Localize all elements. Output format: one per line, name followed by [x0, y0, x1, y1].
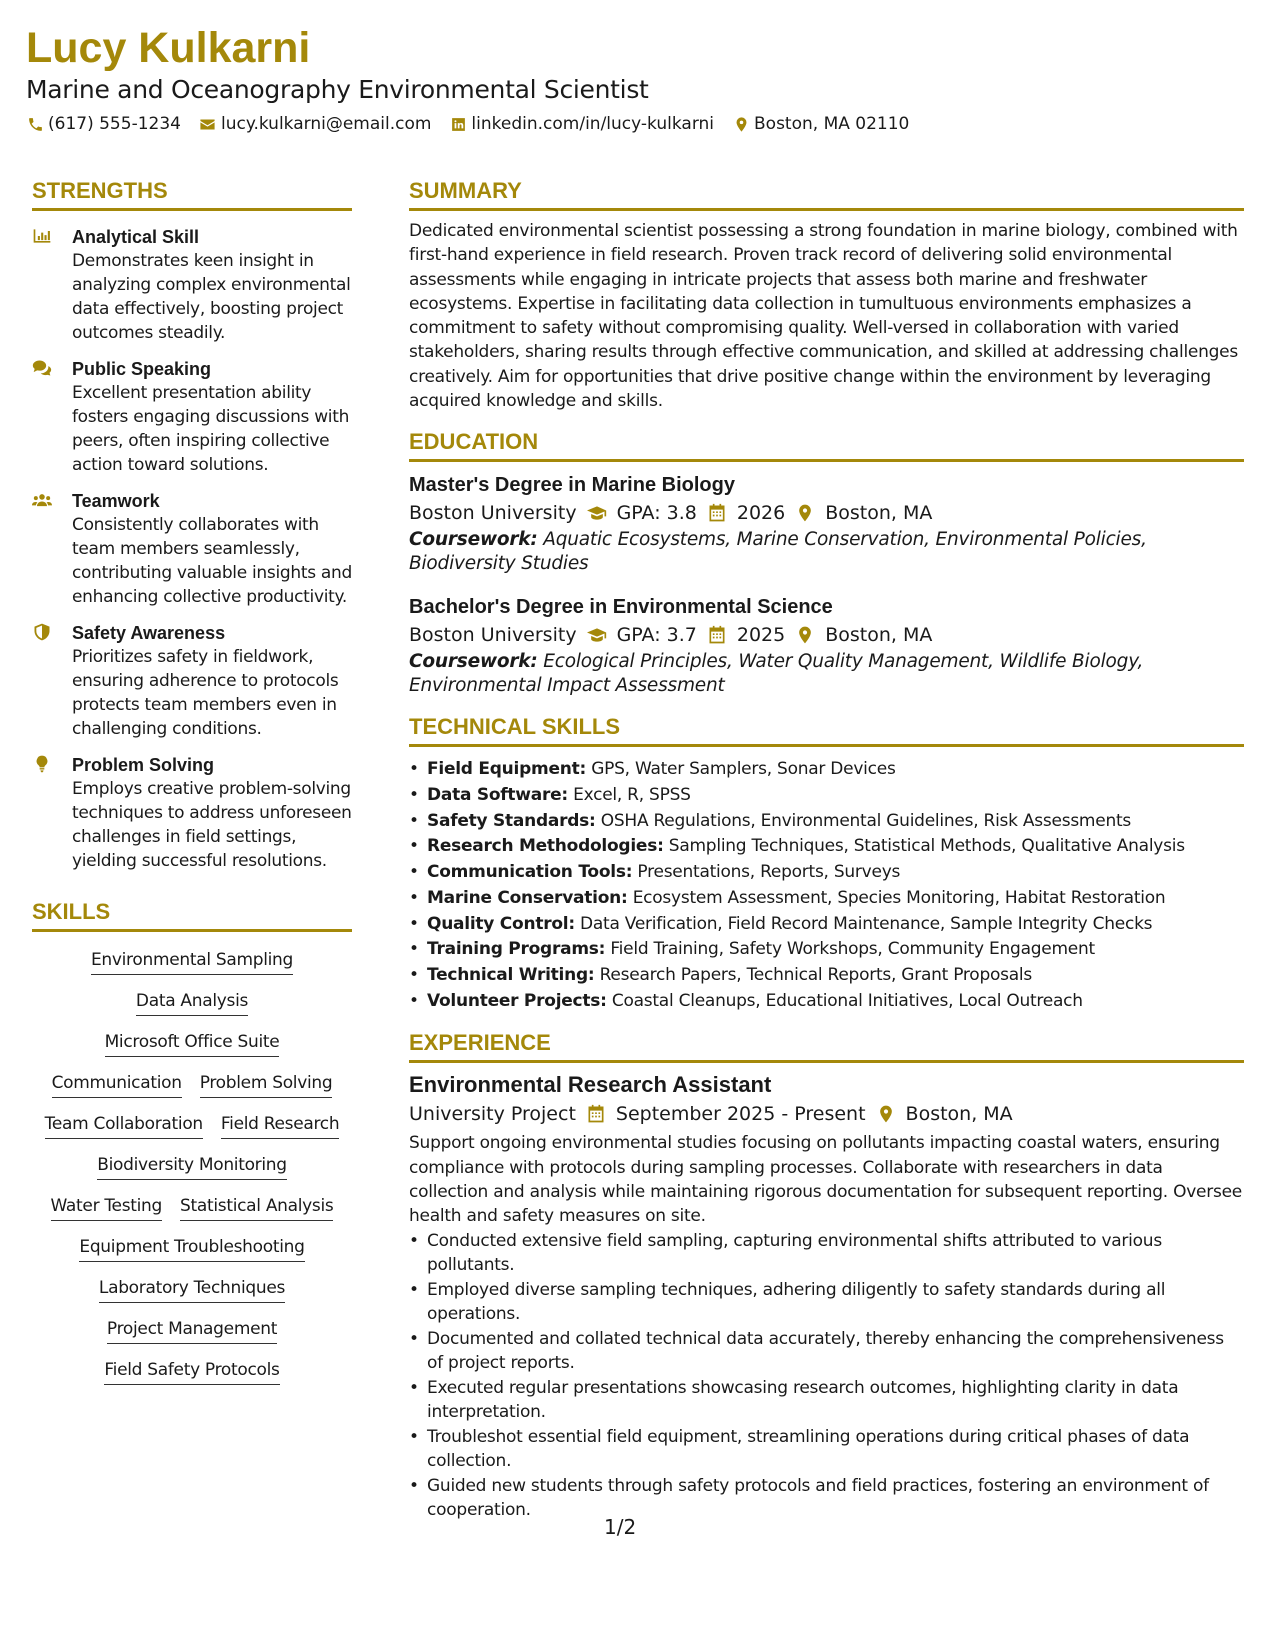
- envelope-icon: [199, 115, 217, 133]
- users-icon: [32, 489, 72, 609]
- left-column: [32, 178, 352, 1385]
- strength-description: Demonstrates keen insight in analyzing complex environmental data effectively, boosting project outcomes steadily.: [72, 251, 351, 343]
- skill-tag: Project Management: [107, 1317, 277, 1344]
- education-item: [409, 472, 1244, 576]
- education-heading: EDUCATION: [409, 429, 1244, 462]
- list-item: [409, 809, 1244, 835]
- map-pin-icon: [732, 115, 750, 133]
- degree-title: Bachelor's Degree in Environmental Science: [409, 596, 833, 619]
- strength-title: Analytical Skill: [72, 227, 200, 247]
- coursework-list: Aquatic Ecosystems, Marine Conservation, Environmental Policies, Biodiversity Studies: [409, 529, 1147, 575]
- gpa-text: GPA: 3.8: [616, 502, 697, 525]
- list-item: • Employed diverse sampling techniques, adhering diligently to safety standards during all operations.: [409, 1278, 1244, 1327]
- skill-tag: Biodiversity Monitoring: [97, 1153, 287, 1180]
- skill-row: [32, 989, 352, 1016]
- experience-item: [409, 1071, 1244, 1522]
- education-meta: [409, 620, 1244, 650]
- skill-tag: Statistical Analysis: [180, 1194, 333, 1221]
- skills-heading: SKILLS: [32, 899, 352, 932]
- skill-values: Data Verification, Field Record Maintenance, Sample Integrity Checks: [580, 913, 1153, 934]
- speech-bubbles-icon: [32, 357, 72, 477]
- phone-icon: [26, 115, 44, 133]
- strength-title: Safety Awareness: [72, 623, 226, 643]
- strength-item: [32, 357, 352, 477]
- job-organization: University Project: [409, 1103, 576, 1126]
- education-location: Boston, MA: [825, 624, 933, 647]
- skill-category: Training Programs:: [427, 939, 606, 960]
- calendar-icon: [707, 625, 727, 645]
- list-item: • Executed regular presentations showcasing research outcomes, highlighting clarity in data interpretation.: [409, 1376, 1244, 1425]
- skill-values: Presentations, Reports, Surveys: [637, 862, 901, 883]
- contact-email[interactable]: [199, 112, 431, 136]
- skill-values: Coastal Cleanups, Educational Initiatives, Local Outreach: [611, 990, 1083, 1011]
- skill-category: Volunteer Projects:: [427, 990, 607, 1011]
- calendar-icon: [586, 1104, 606, 1124]
- strength-title: Problem Solving: [72, 755, 215, 775]
- list-item: [409, 937, 1244, 963]
- map-pin-icon: [795, 503, 815, 523]
- skill-row: [32, 1194, 352, 1221]
- skill-category: Marine Conservation:: [427, 887, 628, 908]
- skill-row: [32, 1358, 352, 1385]
- map-pin-icon: [876, 1104, 896, 1124]
- skill-row: [32, 1030, 352, 1057]
- strength-description: Excellent presentation ability fosters engaging discussions with peers, often inspiring collective action toward solutions.: [72, 383, 350, 475]
- skill-tag: Equipment Troubleshooting: [79, 1235, 304, 1262]
- list-item: • Conducted extensive field sampling, capturing environmental shifts attributed to various pollutants.: [409, 1229, 1244, 1278]
- list-item: [409, 834, 1244, 860]
- strength-item: [32, 753, 352, 873]
- list-item: • Documented and collated technical data accurately, thereby enhancing the comprehensiveness of project reports.: [409, 1327, 1244, 1376]
- skill-tag: Field Safety Protocols: [104, 1358, 279, 1385]
- summary-heading: SUMMARY: [409, 178, 1244, 211]
- skill-category: Data Software:: [427, 785, 568, 806]
- job-description: Support ongoing environmental studies focusing on pollutants impacting coastal waters, ensuring compliance with protocols during sampling processes. Collaborate with researchers in data collection and analysis while maintaining rigorous documentation for subsequent reporting. Oversee health and safety measures on site.: [409, 1133, 1243, 1227]
- skill-category: Safety Standards:: [427, 810, 596, 831]
- skills-list: [32, 948, 352, 1385]
- job-meta: [409, 1099, 1244, 1129]
- skill-tag: Communication: [52, 1071, 182, 1098]
- strength-title: Teamwork: [72, 491, 160, 511]
- job-bullets: [409, 1229, 1244, 1523]
- graduation-cap-icon: [587, 625, 607, 645]
- shield-icon: [32, 621, 72, 741]
- school-name: Boston University: [409, 502, 577, 525]
- skill-tag: Data Analysis: [136, 989, 248, 1016]
- location-text: Boston, MA 02110: [754, 114, 910, 134]
- skill-category: Field Equipment:: [427, 759, 587, 780]
- candidate-name: Lucy Kulkarni: [26, 24, 311, 72]
- list-item: [409, 963, 1244, 989]
- skill-category: Research Methodologies:: [427, 836, 664, 857]
- strengths-heading: STRENGTHS: [32, 178, 352, 211]
- skill-row: [32, 1235, 352, 1262]
- skill-row: [32, 948, 352, 975]
- list-item: [409, 989, 1244, 1015]
- skill-row: [32, 1153, 352, 1180]
- education-meta: [409, 498, 1244, 528]
- skill-values: Sampling Techniques, Statistical Methods, Qualitative Analysis: [668, 836, 1185, 857]
- list-item: [409, 757, 1244, 783]
- skill-tag: Field Research: [221, 1112, 339, 1139]
- list-item: • Troubleshot essential field equipment, streamlining operations during critical phases of data collection.: [409, 1425, 1244, 1474]
- list-item: [409, 783, 1244, 809]
- coursework-label: Coursework:: [409, 651, 538, 673]
- skill-values: Excel, R, SPSS: [573, 785, 691, 806]
- strength-item: [32, 225, 352, 345]
- linkedin-link[interactable]: linkedin.com/in/lucy-kulkarni: [471, 114, 715, 134]
- gpa-text: GPA: 3.7: [616, 624, 697, 647]
- skill-tag: Problem Solving: [200, 1071, 333, 1098]
- experience-heading: EXPERIENCE: [409, 1030, 1244, 1063]
- contact-location: [732, 112, 909, 136]
- linkedin-icon: [449, 115, 467, 133]
- technical-skills-list: [409, 757, 1244, 1014]
- strength-item: [32, 621, 352, 741]
- bar-chart-icon: [32, 225, 72, 345]
- strength-description: Prioritizes safety in fieldwork, ensuring adherence to protocols protects team members even in challenging conditions.: [72, 647, 339, 739]
- coursework: [409, 528, 1244, 576]
- phone-text: (617) 555-1234: [48, 114, 181, 134]
- strength-item: [32, 489, 352, 609]
- skill-tag: Water Testing: [51, 1194, 163, 1221]
- skill-category: Technical Writing:: [427, 965, 595, 985]
- strength-description: Employs creative problem-solving techniques to address unforeseen challenges in field settings, yielding successful resolutions.: [72, 779, 352, 871]
- coursework-list: Ecological Principles, Water Quality Management, Wildlife Biology, Environmental Impact Assessment: [409, 651, 1144, 697]
- list-item: [409, 912, 1244, 938]
- skill-category: Communication Tools:: [427, 862, 633, 883]
- skill-values: Research Papers, Technical Reports, Grant Proposals: [599, 965, 1032, 985]
- skill-row: [32, 1276, 352, 1303]
- job-location: Boston, MA: [905, 1103, 1013, 1126]
- strength-title: Public Speaking: [72, 359, 212, 379]
- school-name: Boston University: [409, 624, 577, 647]
- contact-linkedin[interactable]: [449, 112, 714, 136]
- map-pin-icon: [795, 625, 815, 645]
- strength-description: Consistently collaborates with team members seamlessly, contributing valuable insights and enhancing collective productivity.: [72, 515, 352, 607]
- coursework: [409, 650, 1244, 698]
- strengths-list: [32, 225, 352, 873]
- skill-tag: Team Collaboration: [45, 1112, 203, 1139]
- list-item: [409, 860, 1244, 886]
- degree-title: Master's Degree in Marine Biology: [409, 474, 735, 497]
- skill-values: Field Training, Safety Workshops, Community Engagement: [610, 939, 1095, 960]
- graduation-year: 2026: [736, 502, 786, 525]
- page-number: 1/2: [604, 1515, 637, 1539]
- graduation-year: 2025: [736, 624, 786, 647]
- graduation-cap-icon: [587, 503, 607, 523]
- skill-values: OSHA Regulations, Environmental Guidelines, Risk Assessments: [600, 810, 1131, 831]
- skill-tag: Environmental Sampling: [91, 948, 293, 975]
- job-title: Marine and Oceanography Environmental Scientist: [26, 75, 649, 104]
- calendar-icon: [707, 503, 727, 523]
- skill-row: [32, 1112, 352, 1139]
- right-column: [409, 178, 1244, 1523]
- skill-values: GPS, Water Samplers, Sonar Devices: [591, 759, 896, 780]
- email-link[interactable]: lucy.kulkarni@email.com: [220, 114, 432, 134]
- job-position-title: Environmental Research Assistant: [409, 1072, 772, 1098]
- skill-tag: Microsoft Office Suite: [105, 1030, 280, 1057]
- skill-row: [32, 1071, 352, 1098]
- job-dates: September 2025 - Present: [615, 1103, 866, 1126]
- summary-text: Dedicated environmental scientist possessing a strong foundation in marine biology, combined with first-hand experience in field research. Proven track record of delivering solid environmental assessments while engaging in intricate projects that assess both marine and freshwater ecosystems. Expertise in facilitating data collection in tumultuous environments emphasizes a commitment to safety without compromising quality. Well-versed in collaboration with varied stakeholders, sharing results through effective communication, and skilled at addressing challenges creatively. Aim for opportunities that drive positive change within the environment by leveraging acquired knowledge and skills.: [409, 221, 1239, 412]
- list-item: • Guided new students through safety protocols and field practices, fostering an environment of cooperation.: [409, 1474, 1244, 1523]
- resume-header: [26, 22, 1246, 136]
- technical-skills-heading: TECHNICAL SKILLS: [409, 714, 1244, 747]
- skill-row: [32, 1317, 352, 1344]
- skill-values: Ecosystem Assessment, Species Monitoring, Habitat Restoration: [632, 887, 1166, 908]
- education-item: [409, 594, 1244, 698]
- skill-category: Quality Control:: [427, 913, 575, 934]
- contact-bar: [26, 112, 1246, 136]
- skill-tag: Laboratory Techniques: [99, 1276, 285, 1303]
- coursework-label: Coursework:: [409, 529, 538, 551]
- lightbulb-icon: [32, 753, 72, 873]
- contact-phone: [26, 112, 181, 136]
- education-location: Boston, MA: [825, 502, 933, 525]
- list-item: [409, 886, 1244, 912]
